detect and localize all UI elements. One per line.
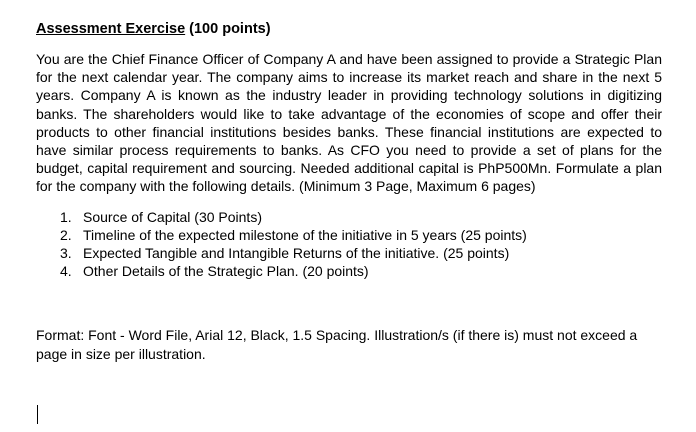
list-number: 2. [60,226,72,243]
list-item [36,262,662,280]
list-item-text: Other Details of the Strategic Plan. (20 points) [83,263,369,280]
list-number: 1. [60,208,72,225]
document-page [36,18,662,363]
list-item-text: Timeline of the expected milestone of the initiative in 5 years (25 points) [83,226,527,243]
list-item [36,244,662,262]
list-item [36,226,662,244]
list-number: 3. [60,245,72,262]
instructions-paragraph: You are the Chief Finance Officer of Company A and have been assigned to provide a Strategic Plan for the next calendar year. The company aims to increase its market reach and share in the next 5 years. Company A is known as the industry leader in providing technology solutions in digitizing banks. The shareholders would like to take advantage of the economies of scope and offer their products to other financial institutions besides banks. These financial institutions are expected to have similar process requirements to banks. As CFO you need to provide a set of plans for the budget, capital requirement and sourcing. Needed additional capital is PhP500Mn. Formulate a plan for the company with the following details. (Minimum 3 Page, Maximum 6 pages) [36,51,662,195]
list-item [36,208,662,226]
title-heading: Assessment Exercise [36,21,186,37]
format-paragraph: Format: Font - Word File, Arial 12, Black, 1.5 Spacing. Illustration/s (if there is) must not exceed a page in size per illustration. [36,327,638,362]
requirements-list [36,208,662,281]
list-number: 4. [60,263,72,280]
title-points: (100 points) [185,21,271,37]
text-cursor[interactable] [37,405,38,424]
document-title [36,18,662,40]
list-item-text: Expected Tangible and Intangible Returns of the initiative. (25 points) [83,245,510,262]
list-item-text: Source of Capital (30 Points) [83,208,262,225]
